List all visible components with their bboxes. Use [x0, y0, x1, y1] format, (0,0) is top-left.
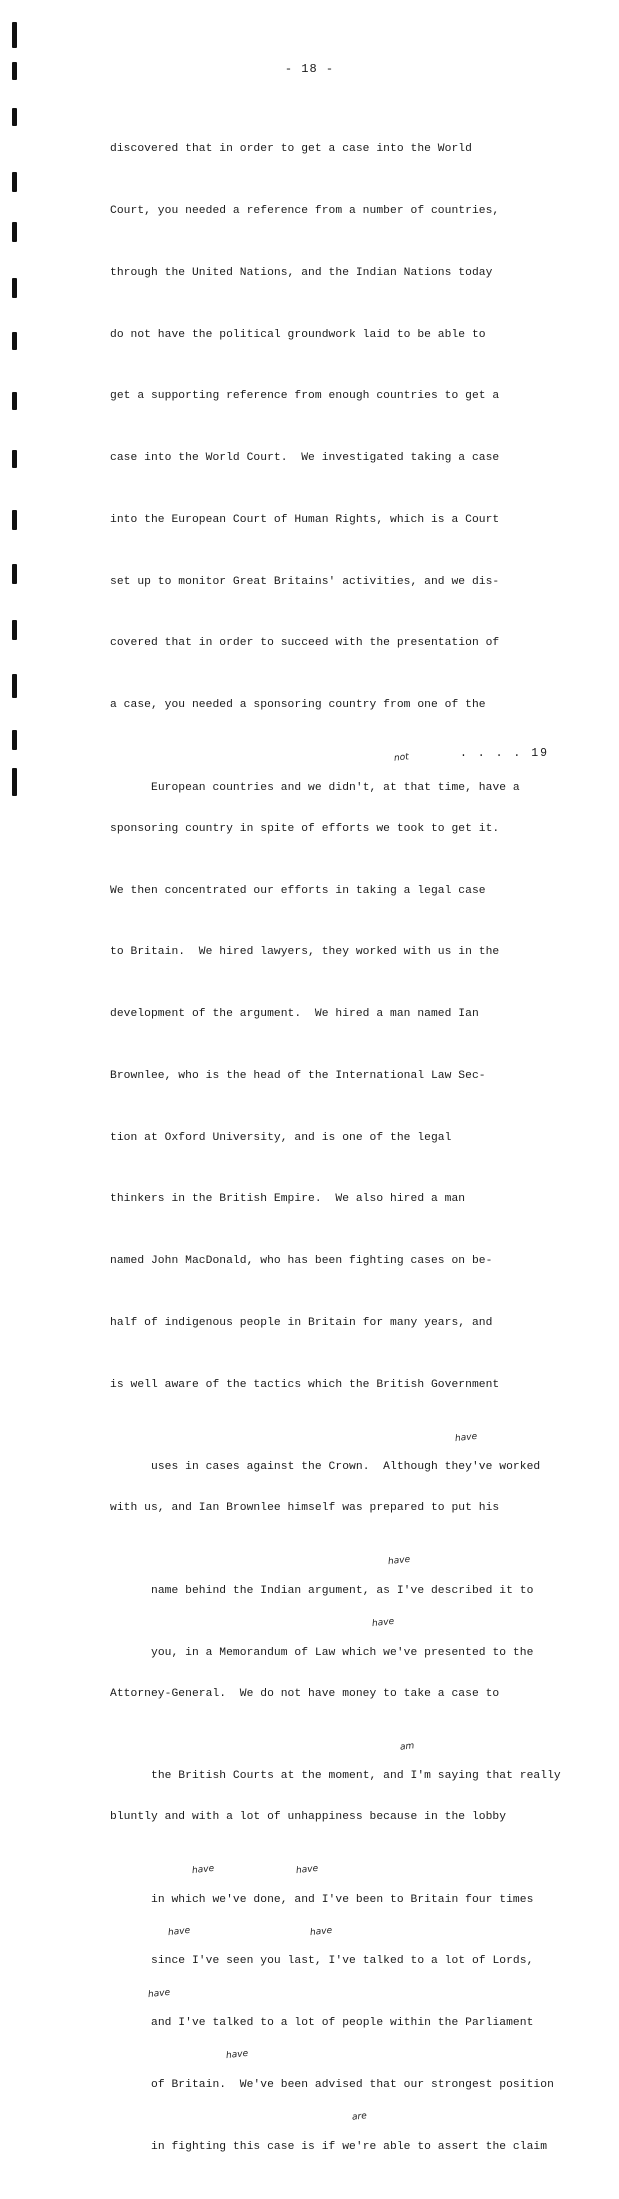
text-line: do not have the political groundwork laid to be able to: [110, 328, 486, 341]
text-line: Brownlee, who is the head of the International Law Sec-: [110, 1069, 486, 1082]
text-line: into the European Court of Human Rights, which is a Court: [110, 513, 500, 526]
text-line: covered that in order to succeed with the presentation of: [110, 637, 500, 650]
binding-mark: [12, 730, 17, 750]
body-text: [110, 98, 580, 2178]
binding-mark: [12, 620, 17, 640]
handwritten-annotation: have: [295, 1863, 319, 1877]
text-line-annotated: [110, 1740, 580, 1783]
text-line: discovered that in order to get a case into the World: [110, 143, 472, 156]
text-line-annotated: [110, 2111, 580, 2153]
handwritten-annotation: have: [371, 1616, 395, 1630]
binding-mark: [12, 108, 17, 126]
handwritten-annotation: am: [399, 1740, 415, 1753]
text-line: sponsoring country in spite of efforts we took to get it.: [110, 822, 500, 835]
text-line: European countries and we didn't, at that time, have a: [150, 781, 520, 794]
handwritten-annotation: are: [351, 2111, 368, 2123]
text-line: is well aware of the tactics which the British Government: [110, 1378, 500, 1391]
text-line-annotated: [110, 1555, 580, 1597]
text-line: Court, you needed a reference from a number of countries,: [110, 204, 500, 217]
handwritten-annotation: have: [454, 1431, 478, 1444]
text-line: We then concentrated our efforts in taking a legal case: [110, 884, 486, 897]
handwritten-annotation: not: [393, 752, 410, 764]
text-line: named John MacDonald, who has been fighting cases on be-: [110, 1255, 493, 1268]
binding-mark: [12, 222, 17, 242]
text-line: you, in a Memorandum of Law which we've presented to the: [150, 1646, 534, 1659]
text-line: in fighting this case is if we're able to assert the claim: [150, 2140, 548, 2153]
binding-mark: [12, 510, 17, 530]
text-line: of Britain. We've been advised that our strongest position: [150, 2079, 554, 2091]
text-line-annotated: [110, 2049, 580, 2091]
text-line: name behind the Indian argument, as I've described it to: [150, 1584, 534, 1597]
binding-holes: [12, 0, 22, 800]
text-line: get a supporting reference from enough countries to get a: [110, 390, 500, 403]
handwritten-annotation: have: [167, 1925, 191, 1938]
binding-mark: [12, 172, 17, 192]
binding-mark: [12, 564, 17, 584]
text-line: development of the argument. We hired a man named Ian: [110, 1008, 479, 1021]
handwritten-annotation: have: [387, 1555, 411, 1568]
binding-mark: [12, 332, 17, 350]
text-line-annotated: [110, 1431, 580, 1474]
binding-mark: [12, 768, 17, 796]
text-line: a case, you needed a sponsoring country from one of the: [110, 699, 486, 712]
text-line: in which we've done, and I've been to Britain four times: [150, 1893, 534, 1906]
binding-mark: [12, 392, 17, 410]
text-line-annotated: [110, 1863, 580, 1906]
text-line-annotated: [110, 1987, 580, 2030]
text-line-annotated: [110, 1616, 580, 1659]
text-line: the British Courts at the moment, and I'm saying that really: [150, 1770, 561, 1783]
handwritten-annotation: have: [309, 1925, 333, 1938]
text-line: tion at Oxford University, and is one of the legal: [110, 1131, 452, 1144]
text-line: uses in cases against the Crown. Although they've worked: [150, 1461, 541, 1474]
binding-mark: [12, 450, 17, 468]
handwritten-annotation: have: [147, 1987, 171, 2000]
text-line: bluntly and with a lot of unhappiness because in the lobby: [110, 1811, 507, 1824]
binding-mark: [12, 674, 17, 698]
text-line: with us, and Ian Brownlee himself was prepared to put his: [110, 1502, 500, 1515]
handwritten-annotation: have: [225, 2049, 249, 2062]
binding-mark: [12, 278, 17, 298]
text-line: set up to monitor Great Britains' activities, and we dis-: [110, 575, 500, 588]
text-line-annotated: [110, 1925, 580, 1968]
text-line: half of indigenous people in Britain for many years, and: [110, 1317, 493, 1330]
handwritten-annotation: have: [191, 1863, 215, 1877]
page-number: - 18 -: [284, 62, 335, 76]
binding-mark: [12, 22, 17, 48]
text-line: to Britain. We hired lawyers, they worked with us in the: [110, 946, 500, 959]
continuation-marker: . . . . 19: [460, 747, 550, 760]
text-line: and I've talked to a lot of people within the Parliament: [150, 2017, 534, 2030]
text-line: since I've seen you last, I've talked to a lot of Lords,: [150, 1955, 534, 1968]
text-line: through the United Nations, and the Indian Nations today: [110, 266, 493, 279]
text-line: case into the World Court. We investigated taking a case: [110, 452, 500, 465]
text-line: thinkers in the British Empire. We also hired a man: [110, 1193, 466, 1206]
text-line: Attorney-General. We do not have money to take a case to: [110, 1687, 500, 1700]
